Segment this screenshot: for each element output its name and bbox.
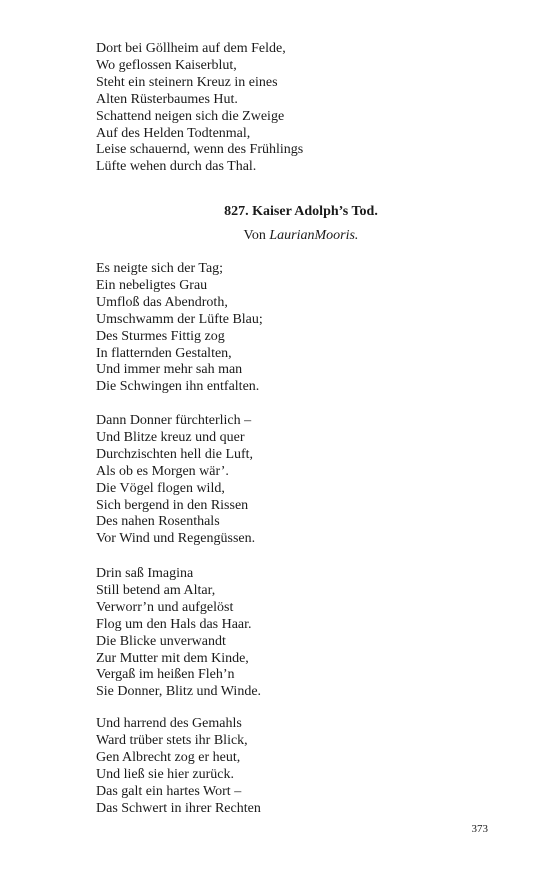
verse-line: Und harrend des Gemahls — [96, 716, 242, 731]
verse-line: Dort bei Göllheim auf dem Felde, — [96, 41, 286, 56]
verse-line: Ward trüber stets ihr Blick, — [96, 732, 248, 748]
verse-line: Des Sturmes Fittig zog — [96, 328, 225, 344]
verse-line: Und ließ sie hier zurück. — [96, 766, 235, 782]
verse-line: Zur Mutter mit dem Kinde, — [96, 650, 249, 666]
verse-line: Ein nebeligtes Grau — [96, 277, 208, 293]
verse-line: Dann Donner fürchterlich – — [96, 413, 252, 428]
poem-author: LaurianMooris. — [269, 228, 359, 243]
byline-prefix: Von — [243, 228, 266, 243]
verse-line: Drin saß Imagina — [96, 566, 194, 581]
verse-line: Als ob es Morgen wär’. — [96, 463, 229, 479]
verse-line: Umfloß das Abendroth, — [96, 294, 228, 310]
verse-line: Auf des Helden Todtenmal, — [96, 125, 251, 141]
verse-line: Flog um den Hals das Haar. — [96, 616, 252, 632]
verse-line: Umschwamm der Lüfte Blau; — [96, 311, 263, 327]
verse-line: Des nahen Rosenthals — [96, 514, 220, 530]
verse-line: In flatternden Gestalten, — [96, 345, 232, 361]
verse-line: Vergaß im heißen Fleh’n — [96, 667, 235, 683]
verse-line: Steht ein steinern Kreuz in eines — [96, 74, 278, 90]
poem-stanza-2 — [96, 413, 255, 548]
verse-line: Schattend neigen sich die Zweige — [96, 108, 285, 124]
verse-line: Verworr’n und aufgelöst — [96, 599, 234, 615]
verse-line: Still betend am Altar, — [96, 582, 216, 598]
poem-title: 827. Kaiser Adolph’s Tod. — [224, 204, 378, 219]
verse-line: Alten Rüsterbaumes Hut. — [96, 91, 238, 107]
poem-stanza-4 — [96, 716, 261, 817]
verse-line: Die Blicke unverwandt — [96, 633, 226, 649]
verse-line: Und immer mehr sah man — [96, 362, 243, 378]
verse-line: Das Schwert in ihrer Rechten — [96, 800, 261, 816]
poem-stanza-1 — [96, 261, 263, 396]
verse-line: Durchzischten hell die Luft, — [96, 446, 254, 462]
poem-byline — [0, 227, 550, 244]
verse-line: Und Blitze kreuz und quer — [96, 429, 245, 445]
verse-line: Wo geflossen Kaiserblut, — [96, 57, 237, 73]
verse-line: Es neigte sich der Tag; — [96, 261, 224, 276]
verse-line: Sich bergend in den Rissen — [96, 497, 249, 513]
verse-line: Lüfte wehen durch das Thal. — [96, 159, 257, 175]
verse-line: Sie Donner, Blitz und Winde. — [96, 684, 262, 700]
verse-line: Die Schwingen ihn entfalten. — [96, 379, 260, 395]
poem-stanza-previous — [96, 41, 303, 176]
verse-line: Die Vögel flogen wild, — [96, 480, 225, 496]
verse-line: Das galt ein hartes Wort – — [96, 783, 242, 799]
page-number: 373 — [471, 823, 488, 835]
verse-line: Leise schauernd, wenn des Frühlings — [96, 142, 304, 158]
verse-line: Vor Wind und Regengüssen. — [96, 531, 256, 547]
verse-line: Gen Albrecht zog er heut, — [96, 749, 241, 765]
poem-stanza-3 — [96, 566, 261, 701]
